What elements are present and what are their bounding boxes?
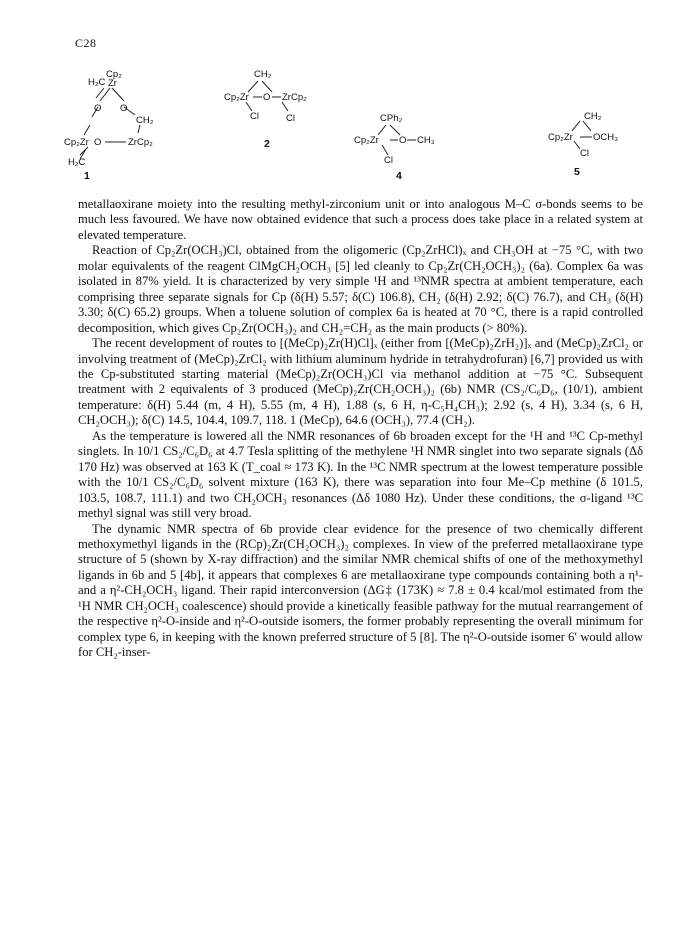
compound-number: 4 [396,170,402,182]
atom-label: O [263,92,271,103]
atom-label: O [120,103,128,114]
chemical-structures-figure [0,55,680,195]
page-number: C28 [75,36,97,50]
atom-label: Cp₂Zr [224,92,249,103]
atom-label: CPh₂ [380,113,403,124]
atom-label: ZrCp₂ [282,92,307,103]
atom-label: Zr [108,78,117,89]
atom-label: Cp₂Zr [354,135,379,146]
paragraph: Reaction of Cp₂Zr(OCH₃)Cl, obtained from the oligomeric (Cp₂ZrHCl)ₓ and CH₃OH at −75 °C, with two molar equivalents of the reagent ClMgCH₂OCH₃ [5] led cleanly to Cp₂Zr(CH₂OCH₃)₂ (6a). Complex 6a was isolated in 87% yield. It is characterized by very simple ¹H and ¹³NMR spectra at ambient temperature, each comprising three separate signals for Cp (δ(H) 5.57; δ(C) 106.8), CH₂ (δ(H) 2.92; δ(C) 76.7), and CH₃ (δ(H) 3.30; δ(C) 65.2) groups. When a toluene solution of complex 6a is heated at 70 °C, there is a rapid controlled decomposition, which gives Cp₂Zr(OCH₃)₂ and CH₂=CH₂ as the main products (> 80%). [78,243,643,335]
atom-label: O [399,135,407,146]
compound-number: 2 [264,138,270,150]
paragraph: As the temperature is lowered all the NMR resonances of 6b broaden except for the ¹H and ¹³C Cp-methyl singlets. In 10/1 CS₂/C₆D₆ at 4.7 Tesla splitting of the methylene ¹H NMR singlet into two separate signals (Δδ 170 Hz) was observed at 163 K (T_coal ≈ 173 K). In the ¹³C NMR spectrum at the lowest temperature possible with the 10/1 CS₂/C₆D₆ solvent mixture (163 K), there was separation into four Me–Cp methine (δ 101.5, 103.5, 108.7, 111.1) and two CH₂OCH₃ resonances (Δδ 1080 Hz). Under these conditions, the σ-ligand ¹³C methyl signal was still very broad. [78,428,643,521]
paragraph: metallaoxirane moiety into the resulting methyl-zirconium unit or into analogous M–C σ-bonds seems to be much less favoured. We have now obtained evidence that such a process does take place in a related system at elevated temperature. [78,197,643,242]
atom-label: CH₂ [584,111,602,122]
atom-label: Cl [250,111,259,122]
compound-number: 1 [84,170,90,182]
atom-label: CH₂ [136,115,154,126]
atom-label: H₂C [68,157,86,168]
atom-label: Cl [384,155,393,166]
atom-label: O [94,103,102,114]
structures-svg [0,55,680,195]
atom-label: Cl [286,113,295,124]
atom-label: OCH₃ [593,132,618,143]
atom-label: Cp₂Zr [548,132,573,143]
paragraph: The dynamic NMR spectra of 6b provide clear evidence for the presence of two chemically different methoxymethyl ligands in the (RCp)₂Zr(CH₂OCH₃)₂ complexes. In view of the preferred metallaoxirane type structure of 5 (shown by X-ray diffraction) and the similar NMR chemical shifts of one of the methoxymethyl ligands in 6b and 5 [4b], it appears that complexes 6 are metallaoxirane type compounds containing both a η¹- and a η²-CH₂OCH₃ ligand. Their rapid interconversion (ΔG‡ (173K) ≈ 7.8 ± 0.4 kcal/mol estimated from the ¹H NMR CH₂OCH₃ coalescence) should provide a kinetically feasible pathway for the mutual rearrangement of the respective η²-O-inside and η²-O-outside isomers, the former probably representing the overall minimum for complex type 6, in keeping with the known preferred structure of 5 [8]. The η²-O-outside isomer 6′ would allow for CH₂-inser- [78,521,643,660]
atom-label: Cl [580,148,589,159]
compound-number: 5 [574,166,580,178]
atom-label: CH₂ [254,69,272,80]
atom-label: H₂C [88,77,106,88]
article-body [78,197,643,661]
atom-label: ZrCp₂ [128,137,153,148]
atom-label: Cp₂ [106,69,122,80]
atom-label: O [94,137,102,148]
atom-label: Cp₂Zr [64,137,89,148]
paragraph: The recent development of routes to [(MeCp)₂Zr(H)Cl]ₓ (either from [(MeCp)₂ZrH₂)]ₓ and (MeCp)₂ZrCl₂ or involving treatment of (MeCp)₂ZrCl₂ with lithium aluminum hydride in tetrahydrofuran) [6,7] provided us with the Cp-substituted starting material (MeCp)₂Zr(OCH₃)Cl via methanol addition at −75 °C. Subsequent treatment with 2 equivalents of 3 produced (MeCp)₂Zr(CH₂OCH₃)₂ (6b) NMR (CS₂/C₆D₆, (10/1), ambient temperature: δ(H) 5.44 (m, 4 H), 5.55 (m, 4 H), 1.88 (s, 6 H, η-C₅H₄CH₃); 2.92 (s, 4 H), 3.34 (s, 6 H, CH₂OCH₃); δ(C) 14.5, 104.4, 109.7, 118. 1 (MeCp), 64.6 (OCH₃), 77.4 (CH₂). [78,336,643,428]
atom-label: CH₃ [417,135,435,146]
